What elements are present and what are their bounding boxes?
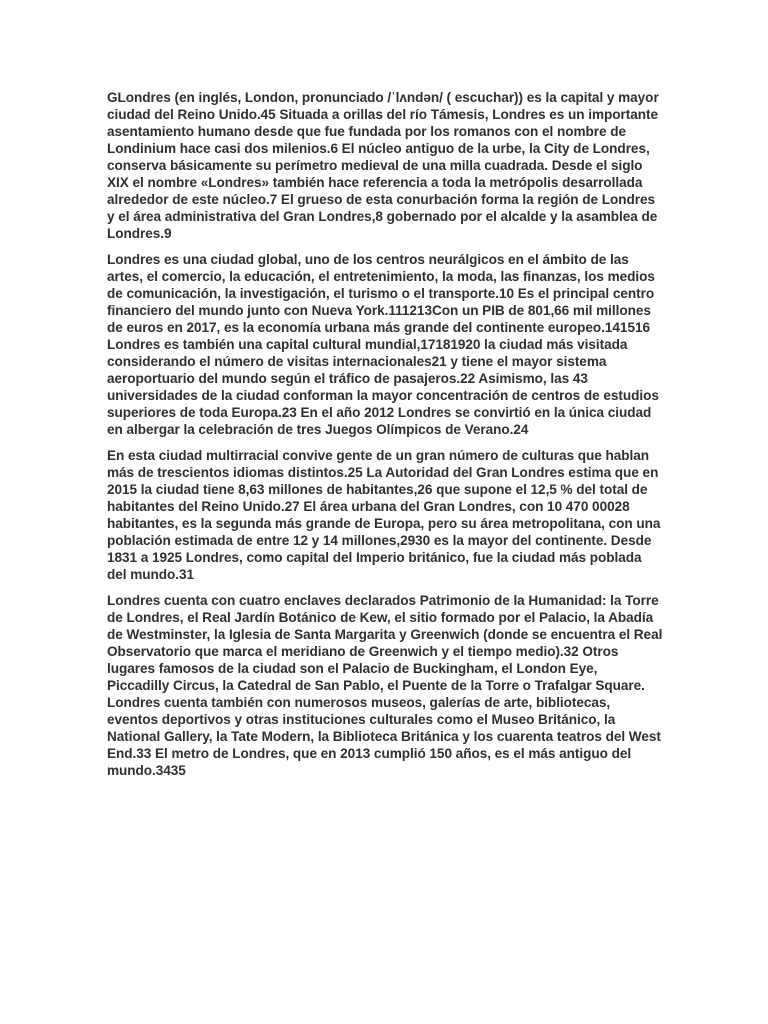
paragraph-intro: GLondres (en inglés, London, pronunciado /ˈlʌndən/ ( escuchar)) es la capital y mayor ciudad del Reino Unido.45 Situada a orillas del río Támesis, Londres es un importante asentamiento humano desde que fue fundada por los romanos con el nombre de Londinium hace casi dos milenios.6 El núcleo antiguo de la urbe, la City de Londres, conserva básicamente su perímetro medieval de una milla cuadrada. Desde el siglo XIX el nombre «Londres» también hace referencia a toda la metrópolis desarrollada alrededor de este núcleo.7 El grueso de esta conurbación forma la región de Londres y el área administrativa del Gran Londres,8 gobernado por el alcalde y la asamblea de Londres.9 (107, 90, 659, 241)
paragraph-global-city: Londres es una ciudad global, uno de los centros neurálgicos en el ámbito de las artes, el comercio, la educación, el entretenimiento, la moda, las finanzas, los medios de comunicación, la investigación, el turismo o el transporte.10 Es el principal centro financiero del mundo junto con Nueva York.111213Con un PIB de 801,66 mil millones de euros en 2017, es la economía urbana más grande del continente europeo.141516 Londres es también una capital cultural mundial,17181920 la ciudad más visitada considerando el número de visitas internacionales21 y tiene el mayor sistema aeroportuario del mundo según el tráfico de pasajeros.22 Asimismo, las 43 universidades de la ciudad conforman la mayor concentración de centros de estudios superiores de toda Europa.23 En el año 2012 Londres se convirtió en la única ciudad en albergar la celebración de tres Juegos Olímpicos de Verano.24 (107, 252, 659, 437)
paragraph-population: En esta ciudad multirracial convive gente de un gran número de culturas que hablan más de trescientos idiomas distintos.25 La Autoridad del Gran Londres estima que en 2015 la ciudad tiene 8,63 millones de habitantes,26 que supone el 12,5 % del total de habitantes del Reino Unido.27 El área urbana del Gran Londres, con 10 470 00028 habitantes, es la segunda más grande de Europa, pero su área metropolitana, con una población estimada de entre 12 y 14 millones,2930 es la mayor del continente. Desde 1831 a 1925 Londres, como capital del Imperio británico, fue la ciudad más poblada del mundo.31 (107, 448, 661, 582)
paragraph-landmarks: Londres cuenta con cuatro enclaves declarados Patrimonio de la Humanidad: la Torre de Londres, el Real Jardín Botánico de Kew, el sitio formado por el Palacio, la Abadía de Westminster, la Iglesia de Santa Margarita y Greenwich (donde se encuentra el Real Observatorio que marca el meridiano de Greenwich y el tiempo medio).32 Otros lugares famosos de la ciudad son el Palacio de Buckingham, el London Eye, Piccadilly Circus, la Catedral de San Pablo, el Puente de la Torre o Trafalgar Square. Londres cuenta también con numerosos museos, galerías de arte, bibliotecas, eventos deportivos y otras instituciones culturales como el Museo Británico, la National Gallery, la Tate Modern, la Biblioteca Británica y los cuarenta teatros del West End.33 El metro de Londres, que en 2013 cumplió 150 años, es el más antiguo del mundo.3435 (107, 593, 663, 778)
document-page (107, 89, 663, 788)
